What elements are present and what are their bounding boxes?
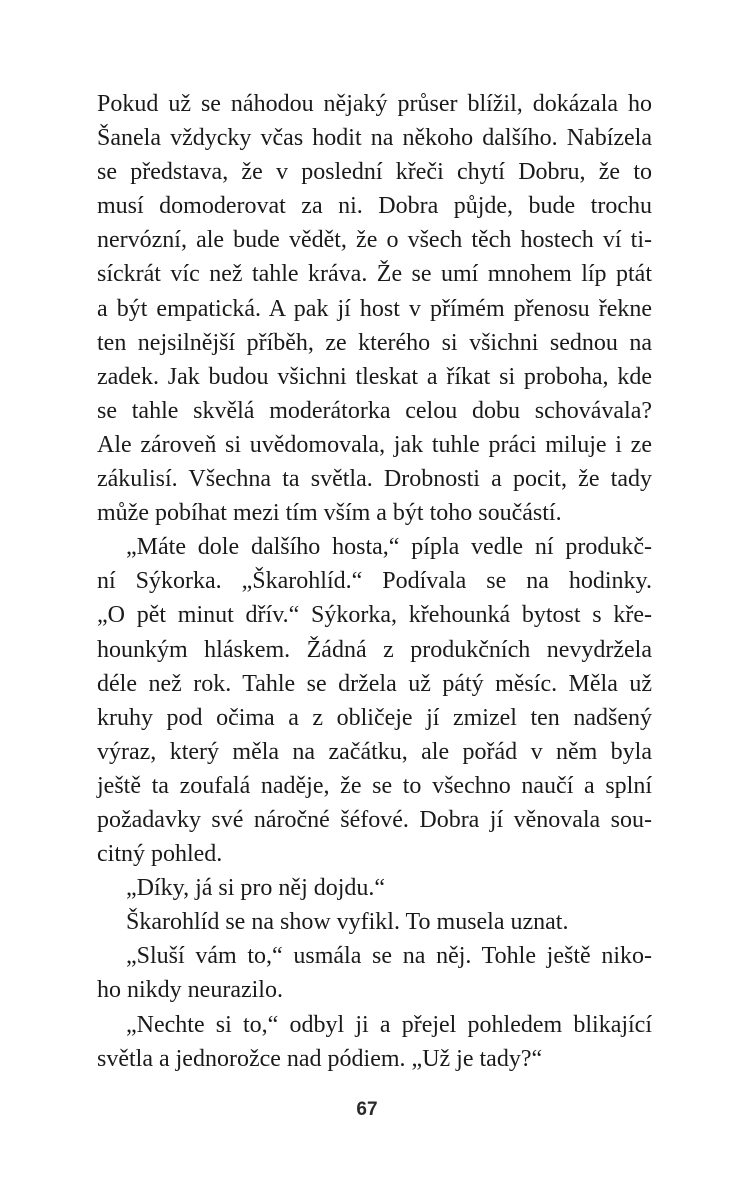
text-line: „Díky, já si pro něj dojdu.“ xyxy=(126,875,386,902)
text-line: se představa, že v poslední křeči chytí Dobru, že to xyxy=(97,159,652,186)
text-line: ten nejsilnější příběh, ze kterého si všichni sednou na xyxy=(97,329,652,356)
text-line: požadavky své náročné šéfové. Dobra jí věnovala sou- xyxy=(97,806,652,833)
text-line: ho nikdy neurazilo. xyxy=(97,977,283,1004)
text-line: ještě ta zoufalá naděje, že se to všechno naučí a splní xyxy=(97,772,652,799)
text-line: Škarohlíd se na show vyfikl. To musela uznat. xyxy=(126,909,569,936)
text-line: kruhy pod očima a z obličeje jí zmizel ten nadšený xyxy=(97,704,652,731)
text-line: ní Sýkorka. „Škarohlíd.“ Podívala se na hodinky. xyxy=(97,568,652,595)
paragraph xyxy=(97,87,652,530)
text-line: světla a jednorožce nad pódiem. „Už je tady?“ xyxy=(97,1045,543,1072)
text-line: Šanela vždycky včas hodit na někoho dalšího. Nabízela xyxy=(97,125,652,152)
text-line: se tahle skvělá moderátorka celou dobu schovávala? xyxy=(97,397,652,424)
text-line: „Máte dole dalšího hosta,“ pípla vedle ní produkč- xyxy=(126,534,652,561)
text-line: citný pohled. xyxy=(97,841,223,868)
paragraph xyxy=(97,939,652,1007)
paragraph xyxy=(97,905,652,939)
paragraph xyxy=(97,1008,652,1076)
page-number: 67 xyxy=(356,1099,378,1120)
text-line: „O pět minut dřív.“ Sýkorka, křehounká bytost s kře- xyxy=(97,602,652,629)
paragraph xyxy=(97,871,652,905)
body-text xyxy=(97,87,652,1076)
text-line: hounkým hláskem. Žádná z produkčních nevydržela xyxy=(97,636,652,663)
text-line: síckrát víc než tahle kráva. Že se umí mnohem líp ptát xyxy=(97,261,652,288)
text-line: Pokud už se náhodou nějaký průser blížil, dokázala ho xyxy=(97,91,652,117)
text-line: výraz, který měla na začátku, ale pořád v něm byla xyxy=(97,738,652,765)
text-line: zákulisí. Všechna ta světla. Drobnosti a pocit, že tady xyxy=(97,466,652,493)
text-line: déle než rok. Tahle se držela už pátý měsíc. Měla už xyxy=(97,670,652,697)
text-line: může pobíhat mezi tím vším a být toho součástí. xyxy=(97,500,562,527)
text-line: nervózní, ale bude vědět, že o všech těch hostech ví ti- xyxy=(97,227,652,254)
text-line: a být empatická. A pak jí host v přímém přenosu řekne xyxy=(97,295,652,322)
text-line: zadek. Jak budou všichni tleskat a říkat si proboha, kde xyxy=(97,363,652,390)
text-line: musí domoderovat za ni. Dobra půjde, bude trochu xyxy=(97,193,652,220)
text-line: „Nechte si to,“ odbyl ji a přejel pohledem blikající xyxy=(126,1011,652,1038)
text-line: Ale zároveň si uvědomovala, jak tuhle práci miluje i ze xyxy=(97,431,652,458)
text-line: „Sluší vám to,“ usmála se na něj. Tohle ještě niko- xyxy=(126,943,652,970)
paragraph xyxy=(97,530,652,871)
